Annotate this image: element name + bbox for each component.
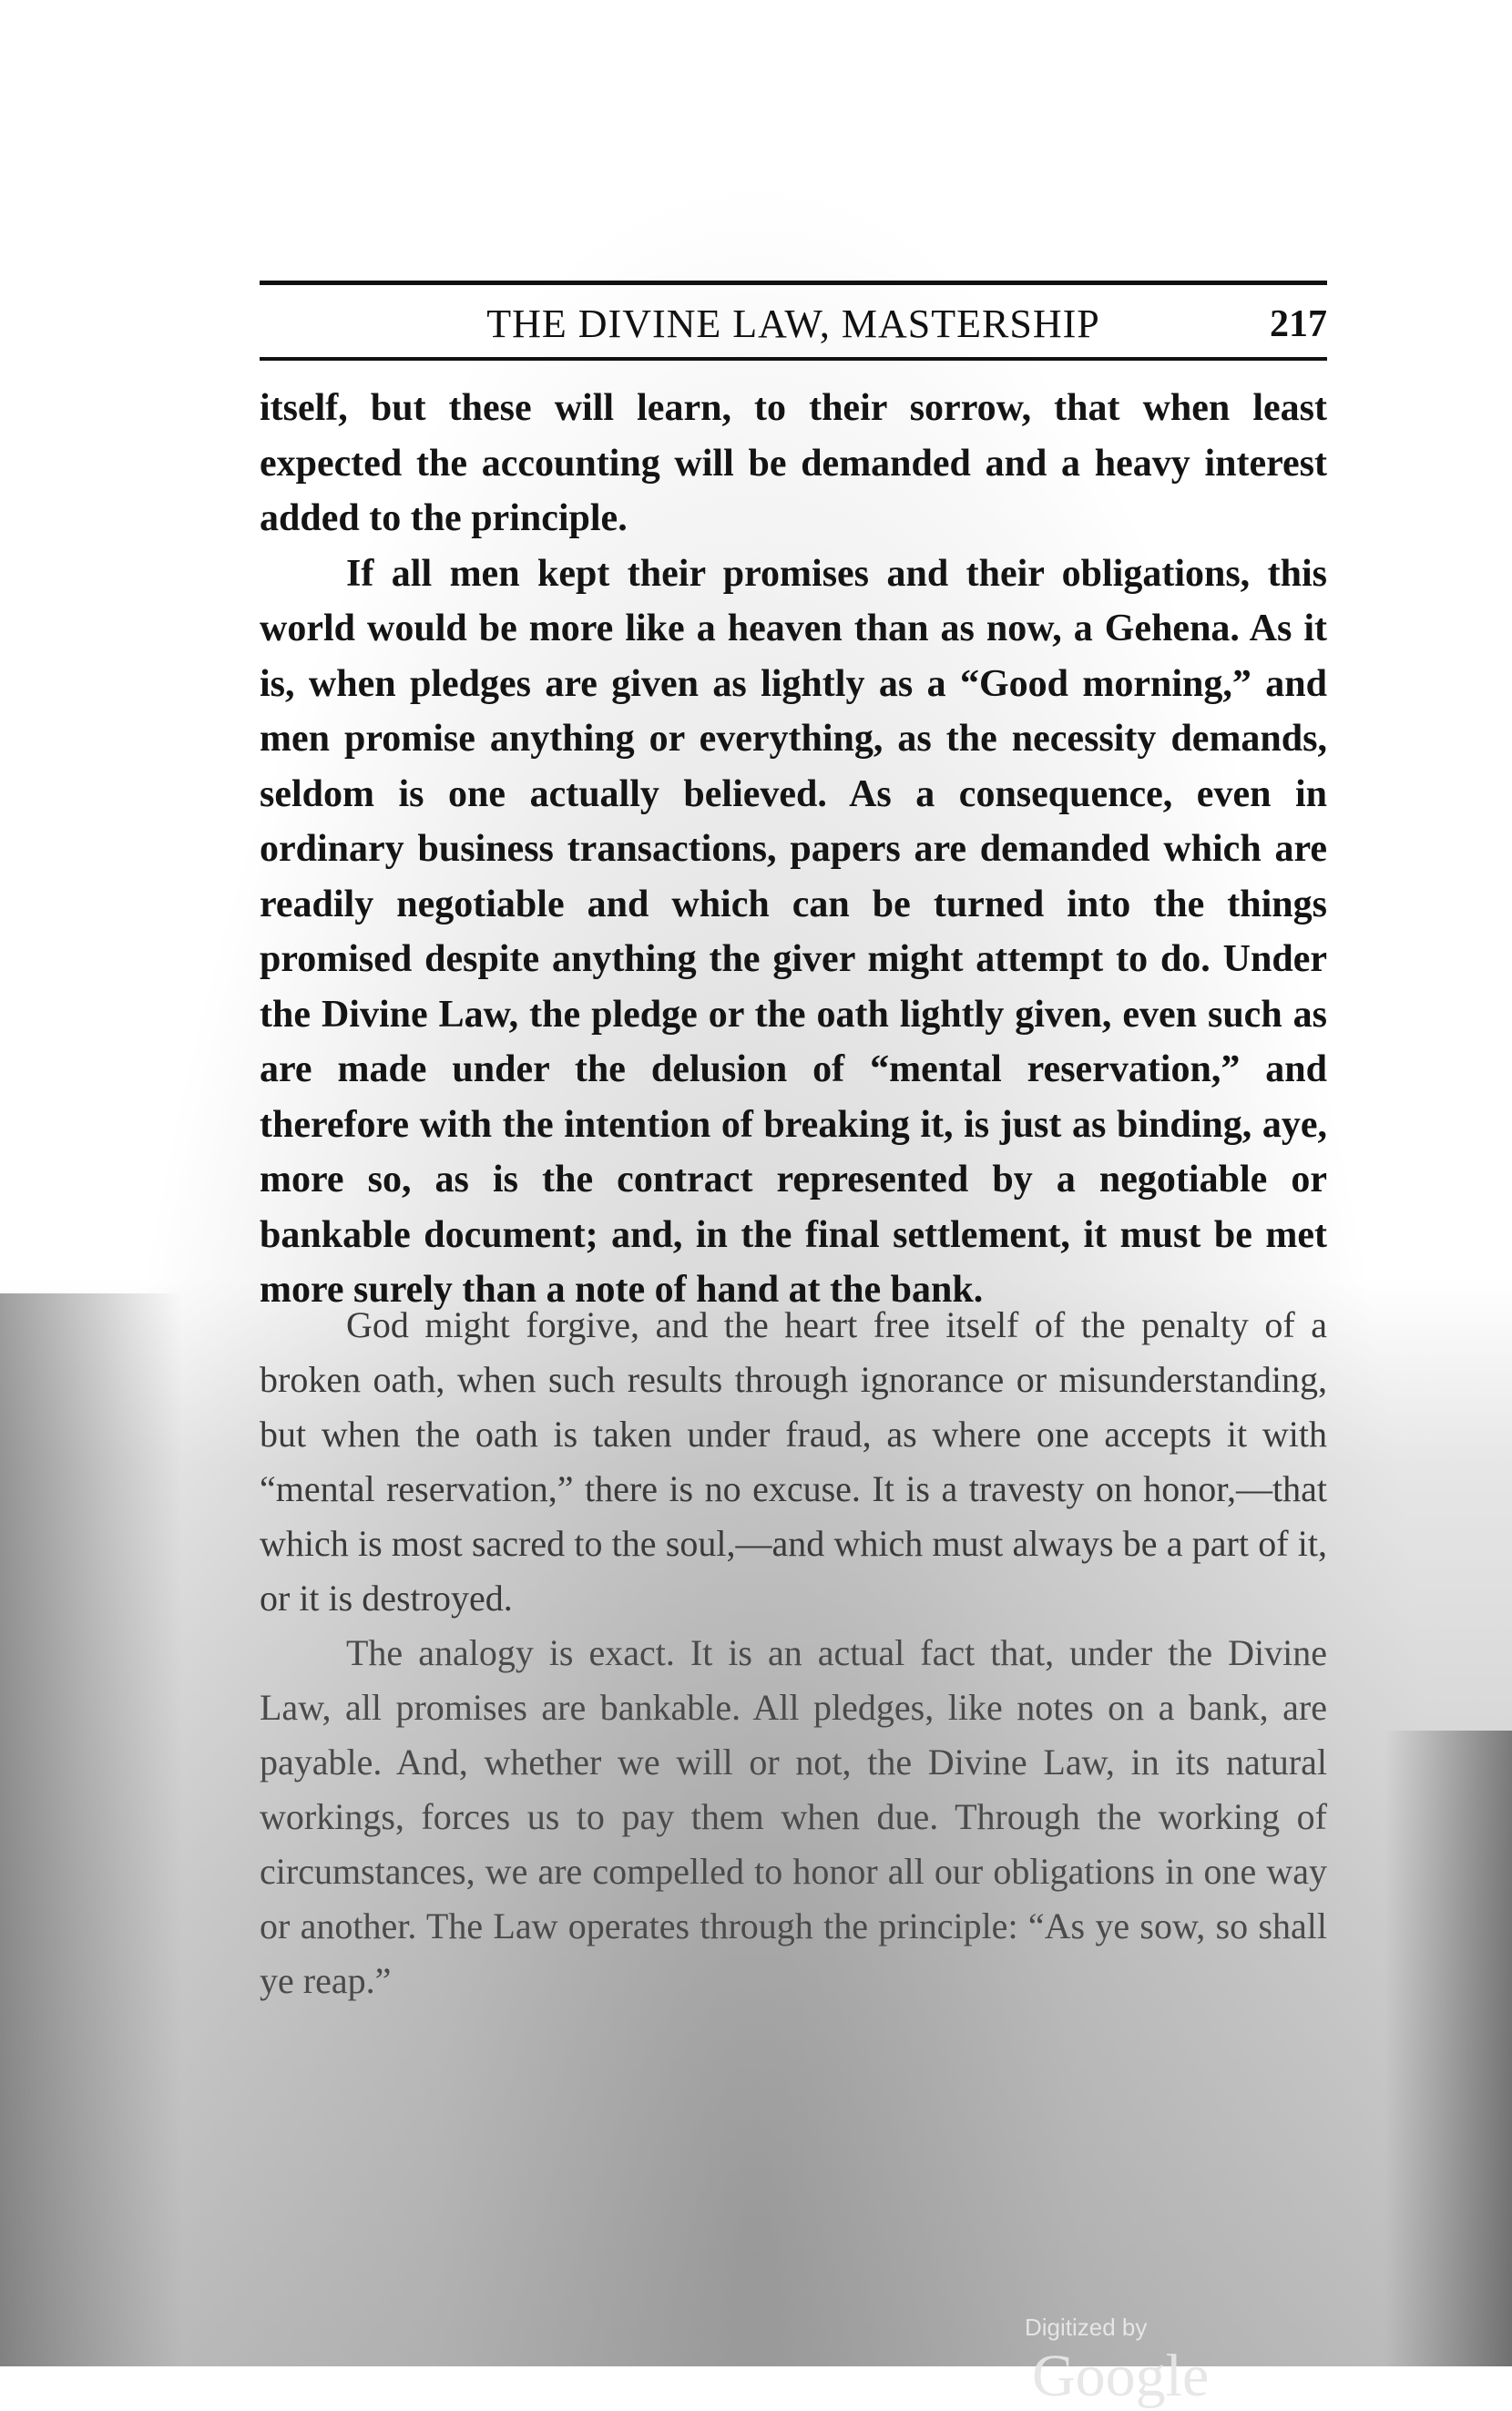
watermark-prefix: Digitized by <box>1025 2314 1148 2341</box>
header-rule <box>260 357 1327 361</box>
running-title: THE DIVINE LAW, MASTERSHIP <box>486 301 1100 346</box>
page-number: 217 <box>1270 303 1327 345</box>
paragraph-continuation: itself, but these will learn, to their sorrow, that when least expected the accounting will be demanded and a heavy interest added to the principle. <box>260 387 1327 539</box>
scan-shadow-left <box>0 1293 182 2366</box>
paragraph-forgiveness: God might forgive, and the heart free itself of the penalty of a broken oath, when such results through ignorance or misunderstanding, but when the oath is taken under fraud, as where one accepts it with “mental reservation,” there is no excuse. It is a travesty on honor,—that which is most sacred to the soul,—and which must always be a part of it, or it is destroyed. <box>260 1304 1327 1619</box>
digitized-watermark <box>1025 2314 1330 2411</box>
watermark-brand: Google <box>1032 2343 1210 2409</box>
paragraph-promises: If all men kept their promises and their obligations, this world would be more like a heaven than as now, a Gehena. As it is, when pledges are given as lightly as a “Good morning,” and men promise anything or everything, as the necessity demands, seldom is one actually believed. As a consequence, even in ordinary business transactions, papers are demanded which are readily negotiable and which can be turned into the things promised despite anything the giver might attempt to do. Under the Divine Law, the pledge or the oath lightly given, even such as are made under the delusion of “mental reservation,” and therefore with the intention of breaking it, is just as binding, aye, more so, as is the contract represented by a negotiable or bankable document; and, in the final settlement, it must be met more surely than a note of hand at the bank. <box>260 552 1327 1311</box>
scan-shadow-right <box>1384 1731 1512 2366</box>
paragraph-analogy: The analogy is exact. It is an actual fact that, under the Divine Law, all promises are bankable. All pledges, like notes on a bank, are payable. And, whether we will or not, the Divine Law, in its natural workings, forces us to pay them when due. Through the working of circumstances, we are compelled to honor all our obligations in one way or another. The Law operates through the principle: “As ye sow, so shall ye reap.” <box>260 1632 1327 2001</box>
body-text-lower <box>260 1298 1327 2008</box>
page-header <box>260 301 1327 355</box>
top-rule <box>260 281 1327 285</box>
body-text-upper <box>260 381 1327 1318</box>
